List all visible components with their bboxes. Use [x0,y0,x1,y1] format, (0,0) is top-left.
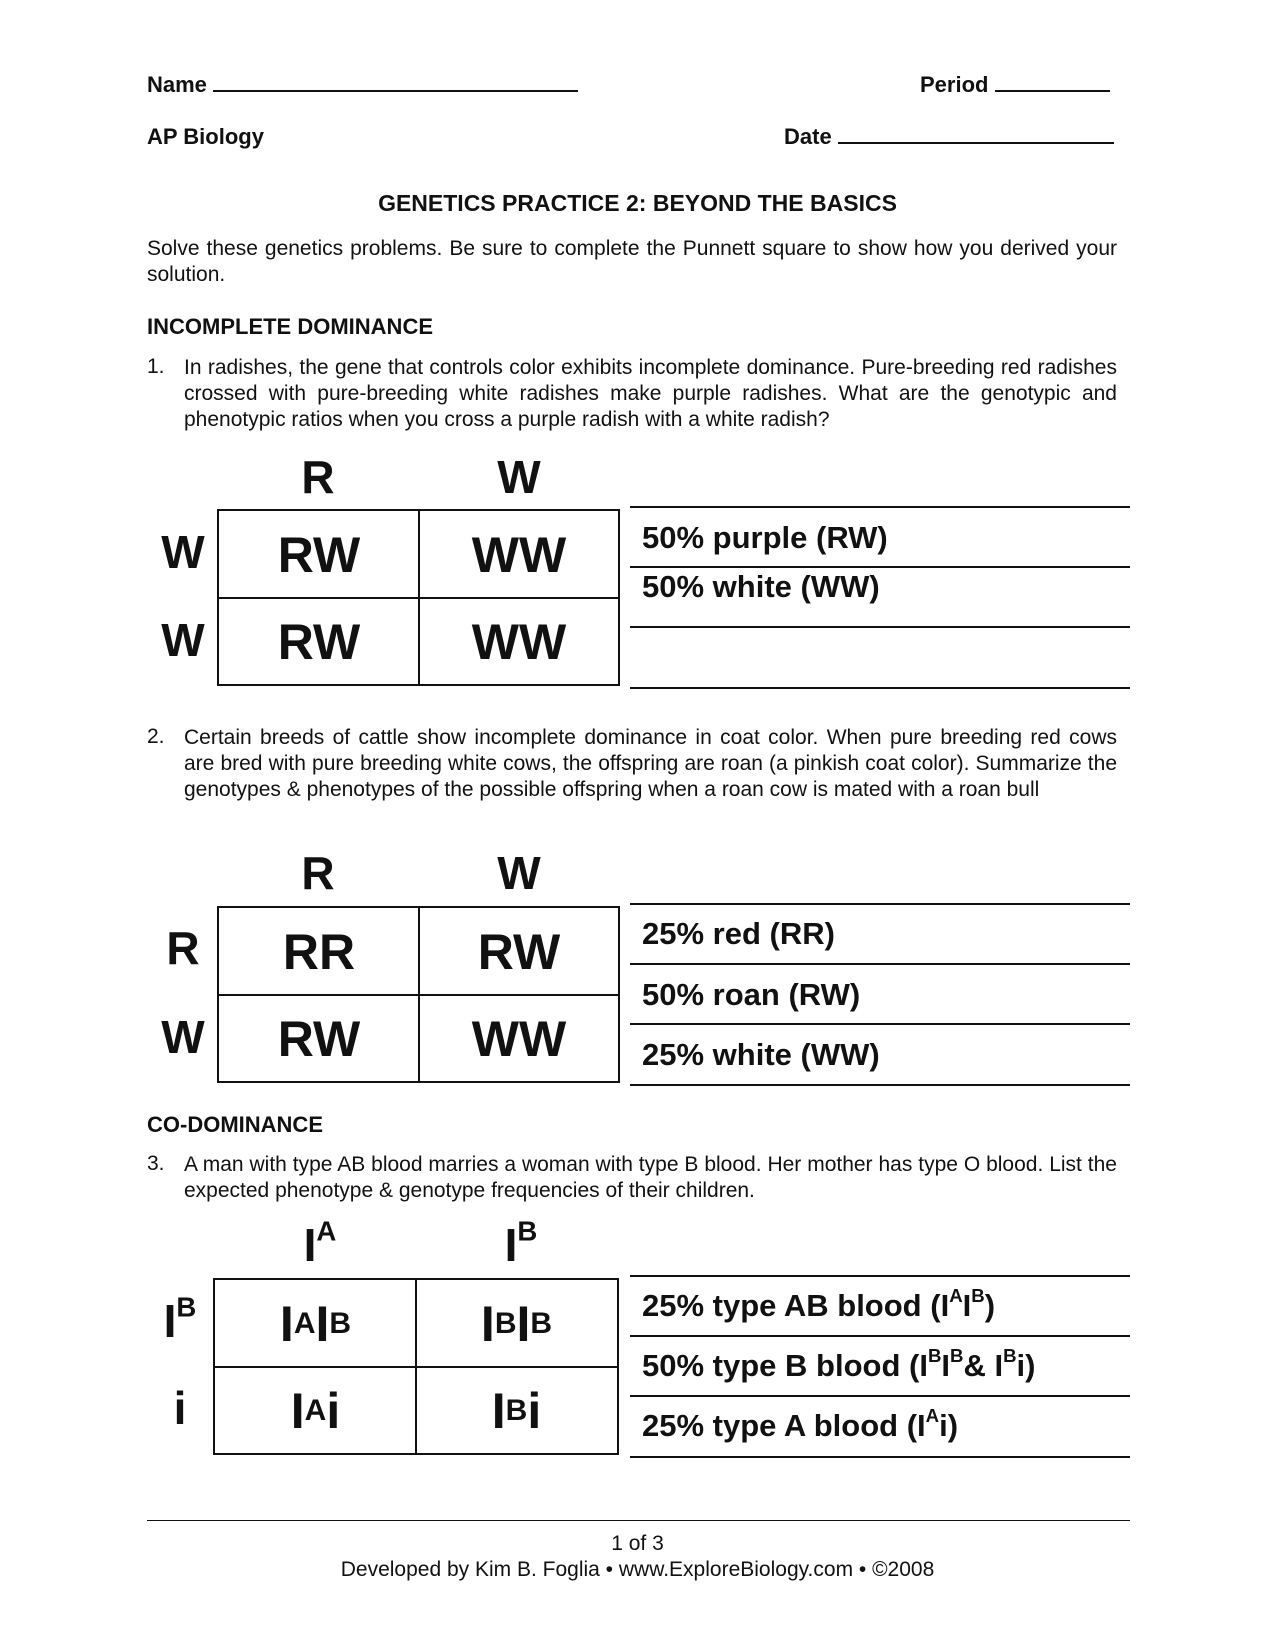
q3-top-allele-1: $I^A$ [303,1215,337,1271]
q3-punnett-square [213,1278,619,1455]
date-blank[interactable] [838,141,1114,144]
q1-answer-1[interactable]: 50% purple (RW) [642,520,888,555]
q1-cell-1-2[interactable]: WW [471,526,567,583]
q1-side-allele-2: W [161,614,205,666]
q3-answer-lines [630,1275,1130,1461]
page-title: GENETICS PRACTICE 2: BEYOND THE BASICS [378,190,897,216]
q2-top-allele-1: R [301,847,335,899]
q3-side-allele-1: $I^B$ [163,1291,197,1347]
q1-top-allele-1: R [301,451,335,503]
name-label: Name [147,72,578,98]
q2-top-allele-2: W [497,847,541,899]
q2-cell-1-1[interactable]: RR [282,923,356,980]
q2-cell-2-1[interactable]: RW [277,1010,361,1067]
q1-answer-rule [630,687,1130,689]
q2-answer-lines [630,903,1130,1089]
q3-cell-2-2[interactable]: I B i [491,1382,542,1439]
period-blank[interactable] [995,89,1110,92]
q1-cell-1-1[interactable]: RW [277,526,361,583]
q2-side-allele-2: W [161,1011,205,1063]
page-number: 1 of 3 [611,1532,664,1555]
q1-answer-rule [630,626,1130,628]
name-blank[interactable] [213,89,578,92]
q3-answer-rule [630,1335,1130,1337]
q2-punnett-square [217,906,620,1083]
question-1-number: 1. [147,355,165,378]
q3-cell-2-1[interactable]: I A i [290,1382,341,1439]
section-co-dominance: CO-DOMINANCE [147,1112,323,1137]
footer-credit: Developed by Kim B. Foglia • www.ExploreBiology.com • ©2008 [340,1558,935,1581]
q2-answer-rule [630,1023,1130,1025]
q3-answer-3[interactable]: 25% type A blood $(I^Ai)$ [642,1405,959,1443]
q1-punnett-square [217,509,620,686]
course-label: AP Biology [147,124,264,149]
q3-answer-rule [630,1395,1130,1397]
q3-top-allele-2: $I^B$ [504,1215,538,1271]
question-3-text: A man with type AB blood marries a woman with type B blood. Her mother has type O blood. List the expected phenotype & genotype frequencies of their children. [184,1153,1117,1202]
q2-answer-rule [630,903,1130,905]
q3-answer-rule [630,1275,1130,1277]
q3-answer-rule [630,1456,1130,1458]
q1-answer-lines [630,506,1130,692]
q3-answer-1[interactable]: 25% type AB blood $(I^AI^B)$ [642,1285,996,1323]
q2-answer-3[interactable]: 25% white (WW) [642,1037,880,1072]
question-1-text: In radishes, the gene that controls color exhibits incomplete dominance. Pure-breeding red radishes crossed with pure-breeding white radishes make purple radishes. What are the genotypic and phenotypic ratios when you cross a purple radish with a white radish? [184,356,1117,431]
q2-answer-rule [630,1084,1130,1086]
q2-answer-1[interactable]: 25% red (RR) [642,916,835,951]
q1-answer-rule [630,506,1130,508]
date-label: Date [784,124,1114,150]
q1-answer-rule [630,566,1130,568]
q1-answer-2[interactable]: 50% white (WW) [642,569,880,604]
q3-cell-1-2[interactable]: I B I B [480,1295,553,1352]
intro-text: Solve these genetics problems. Be sure to complete the Punnett square to show how you derived your solution. [147,237,1117,286]
question-2-text: Certain breeds of cattle show incomplete dominance in coat color. When pure breeding red cows are bred with pure breeding white cows, the offspring are roan (a pinkish coat color). Summarize the genotypes & phenotypes of the possible offspring when a roan cow is mated with a roan bull [184,726,1117,801]
section-incomplete-dominance: INCOMPLETE DOMINANCE [147,314,433,339]
q2-cell-1-2[interactable]: RW [477,923,561,980]
question-2-number: 2. [147,725,165,748]
q1-side-allele-1: W [161,526,205,578]
q2-side-allele-1: R [166,922,200,974]
footer-rule [147,1520,1130,1521]
q2-cell-2-2[interactable]: WW [471,1010,567,1067]
q3-side-allele-2: i [173,1382,187,1434]
q1-cell-2-2[interactable]: WW [471,613,567,670]
q2-answer-2[interactable]: 50% roan (RW) [642,977,861,1012]
question-3-number: 3. [147,1152,165,1175]
q1-cell-2-1[interactable]: RW [277,613,361,670]
q3-cell-1-1[interactable]: I A I B [279,1295,352,1352]
q1-top-allele-2: W [497,451,541,503]
period-label: Period [920,72,1110,98]
q3-answer-2[interactable]: 50% type B blood ($I^BI^B\&$ $I^Bi$) [642,1345,1036,1383]
q2-answer-rule [630,963,1130,965]
